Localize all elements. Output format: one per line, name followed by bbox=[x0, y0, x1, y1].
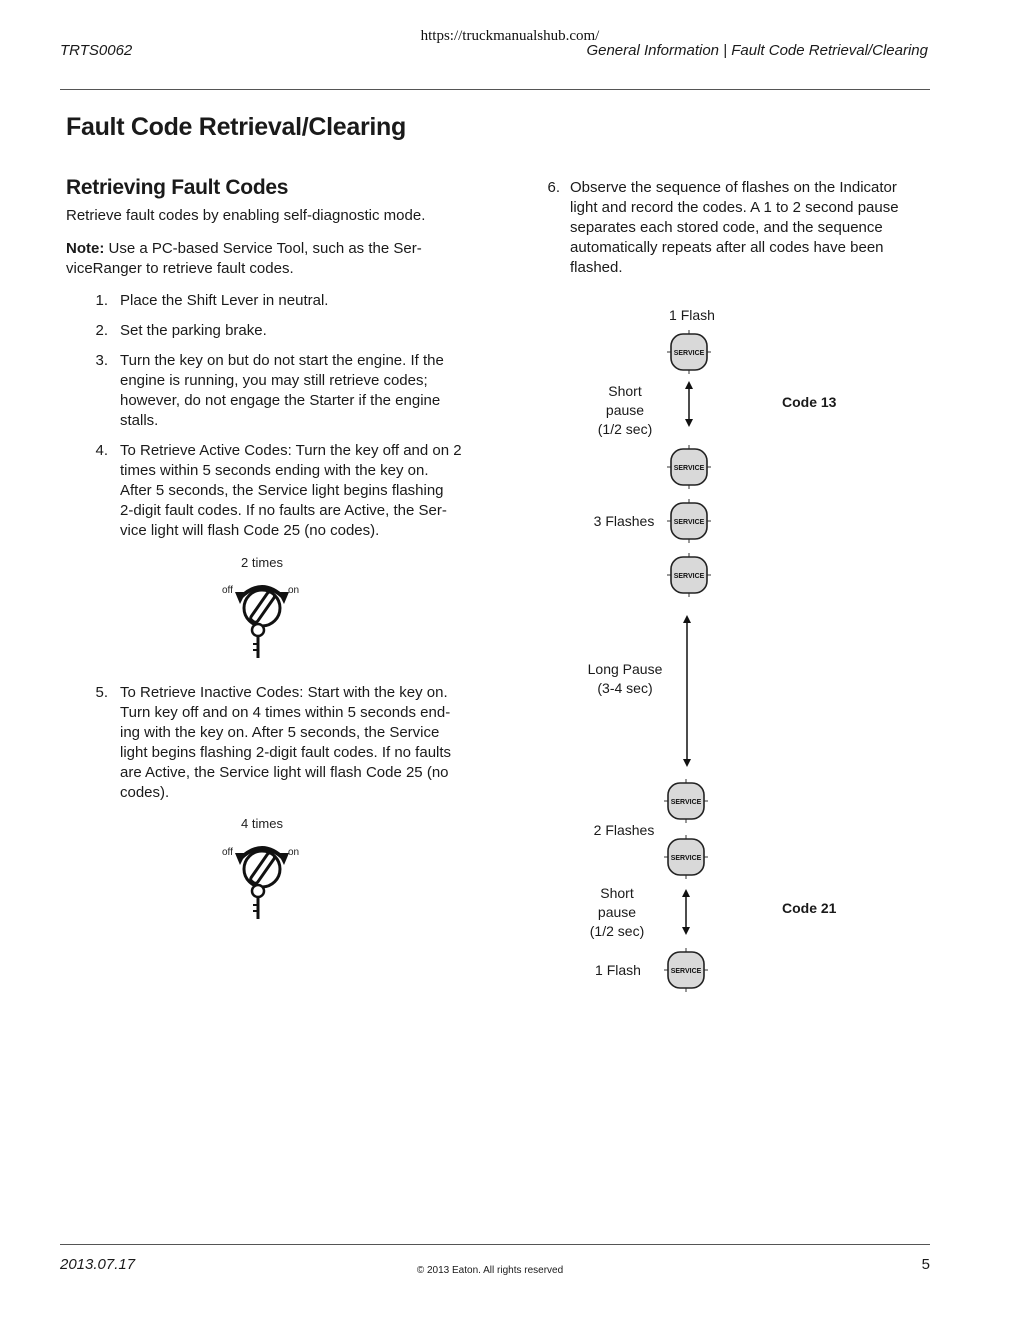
note-line-1: Use a PC-based Service Tool, such as the Ser- bbox=[104, 240, 422, 257]
service-light-icon bbox=[667, 445, 711, 489]
service-light-icon bbox=[664, 948, 708, 992]
step-5-text bbox=[120, 683, 451, 803]
service-light-icon bbox=[667, 553, 711, 597]
step-4-line: 2-digit fault codes. If no faults are Active, the Ser- bbox=[120, 502, 447, 519]
long-pause-line: (3-4 sec) bbox=[597, 680, 653, 696]
key-2-times-label: 4 times bbox=[241, 816, 283, 831]
step-4-line: To Retrieve Active Codes: Turn the key off and on 2 bbox=[120, 442, 462, 459]
service-light-icon bbox=[667, 330, 711, 374]
step-6-line: separates each stored code, and the sequence bbox=[570, 219, 883, 236]
service-light-label: SERVICE bbox=[670, 968, 702, 975]
service-light-label: SERVICE bbox=[673, 465, 705, 472]
service-light-label: SERVICE bbox=[670, 855, 702, 862]
step-6-text bbox=[570, 178, 899, 278]
step-5-line: Turn key off and on 4 times within 5 seconds end- bbox=[120, 704, 451, 721]
step-1-number: 1. bbox=[95, 292, 108, 309]
long-pause-label bbox=[580, 660, 670, 698]
ignition-key-icon bbox=[232, 572, 292, 662]
step-6-line: light and record the codes. A 1 to 2 second pause bbox=[570, 199, 899, 216]
step-5-line: ing with the key on. After 5 seconds, the Service bbox=[120, 724, 440, 741]
service-light-icon bbox=[664, 835, 708, 879]
short-pause-line: (1/2 sec) bbox=[597, 421, 653, 437]
step-6-line: automatically repeats after all codes have been bbox=[570, 239, 884, 256]
step-4-text bbox=[120, 441, 462, 541]
step-5-line: light begins flashing 2-digit fault codes. If no faults bbox=[120, 744, 452, 761]
document-id: TRTS0062 bbox=[60, 42, 133, 59]
step-1-text bbox=[120, 291, 328, 311]
long-pause-arrow-icon bbox=[680, 615, 694, 767]
footer-date: 2013.07.17 bbox=[60, 1256, 136, 1273]
step-4-number: 4. bbox=[95, 442, 108, 459]
header-rule bbox=[60, 89, 930, 90]
step-2-number: 2. bbox=[95, 322, 108, 339]
key-1-off-label: off bbox=[222, 585, 233, 596]
page-number: 5 bbox=[921, 1256, 930, 1273]
step-3-text bbox=[120, 351, 444, 431]
step-3-line: engine is running, you may still retrieve codes; bbox=[120, 372, 428, 389]
section-subtitle: Retrieving Fault Codes bbox=[66, 176, 289, 199]
section-header: General Information | Fault Code Retrieval/Clearing bbox=[586, 42, 928, 59]
ignition-key-icon bbox=[232, 833, 292, 923]
step-3-line: however, do not engage the Starter if the engine bbox=[120, 392, 441, 409]
label-2-flashes: 2 Flashes bbox=[593, 822, 655, 838]
step-3-line: Turn the key on but do not start the engine. If the bbox=[120, 352, 444, 369]
service-light-label: SERVICE bbox=[673, 350, 705, 357]
key-2-off-label: off bbox=[222, 847, 233, 858]
label-3-flashes: 3 Flashes bbox=[593, 513, 655, 529]
short-pause-arrow-icon bbox=[679, 889, 693, 935]
source-url[interactable]: https://truckmanualshub.com/ bbox=[420, 28, 600, 44]
short-pause-line: Short bbox=[600, 885, 634, 901]
service-light-label: SERVICE bbox=[673, 573, 705, 580]
step-4-line: times within 5 seconds ending with the key on. bbox=[120, 462, 429, 479]
step-3-number: 3. bbox=[95, 352, 108, 369]
key-1-times-label: 2 times bbox=[241, 555, 283, 570]
long-pause-line: Long Pause bbox=[587, 661, 663, 677]
short-pause-label-2 bbox=[587, 884, 647, 941]
step-5-line: are Active, the Service light will flash Code 25 (no bbox=[120, 764, 449, 781]
step-6-line: Observe the sequence of flashes on the Indicator bbox=[570, 179, 897, 196]
short-pause-line: pause bbox=[597, 904, 637, 920]
label-1-flash-top: 1 Flash bbox=[669, 307, 715, 323]
step-3-line: stalls. bbox=[120, 412, 159, 429]
short-pause-arrow-icon bbox=[682, 381, 696, 427]
note-paragraph bbox=[66, 239, 422, 279]
short-pause-line: pause bbox=[605, 402, 645, 418]
step-5-number: 5. bbox=[95, 684, 108, 701]
step-2-line: Set the parking brake. bbox=[120, 322, 267, 339]
step-2-text bbox=[120, 321, 267, 341]
label-1-flash-bottom: 1 Flash bbox=[595, 962, 641, 978]
step-4-line: vice light will flash Code 25 (no codes). bbox=[120, 522, 380, 539]
step-4-line: After 5 seconds, the Service light begins flashing bbox=[120, 482, 444, 499]
short-pause-label-1 bbox=[595, 382, 655, 439]
note-label: Note: bbox=[66, 240, 105, 257]
service-light-label: SERVICE bbox=[670, 799, 702, 806]
footer-copyright: © 2013 Eaton. All rights reserved bbox=[416, 1265, 564, 1276]
intro-text: Retrieve fault codes by enabling self-diagnostic mode. bbox=[66, 207, 426, 224]
code-13-label: Code 13 bbox=[782, 394, 837, 410]
key-2-on-label: on bbox=[288, 847, 300, 858]
step-5-line: To Retrieve Inactive Codes: Start with the key on. bbox=[120, 684, 448, 701]
step-5-line: codes). bbox=[120, 784, 170, 801]
service-light-icon bbox=[667, 499, 711, 543]
note-line-2: viceRanger to retrieve fault codes. bbox=[66, 260, 294, 277]
short-pause-line: Short bbox=[608, 383, 642, 399]
step-6-line: flashed. bbox=[570, 259, 623, 276]
short-pause-line: (1/2 sec) bbox=[589, 923, 645, 939]
step-1-line: Place the Shift Lever in neutral. bbox=[120, 292, 329, 309]
step-6-number: 6. bbox=[547, 179, 560, 196]
key-1-on-label: on bbox=[288, 585, 300, 596]
code-21-label: Code 21 bbox=[782, 900, 837, 916]
page-title: Fault Code Retrieval/Clearing bbox=[66, 113, 406, 141]
service-light-label: SERVICE bbox=[673, 519, 705, 526]
footer-rule bbox=[60, 1244, 930, 1245]
service-light-icon bbox=[664, 779, 708, 823]
